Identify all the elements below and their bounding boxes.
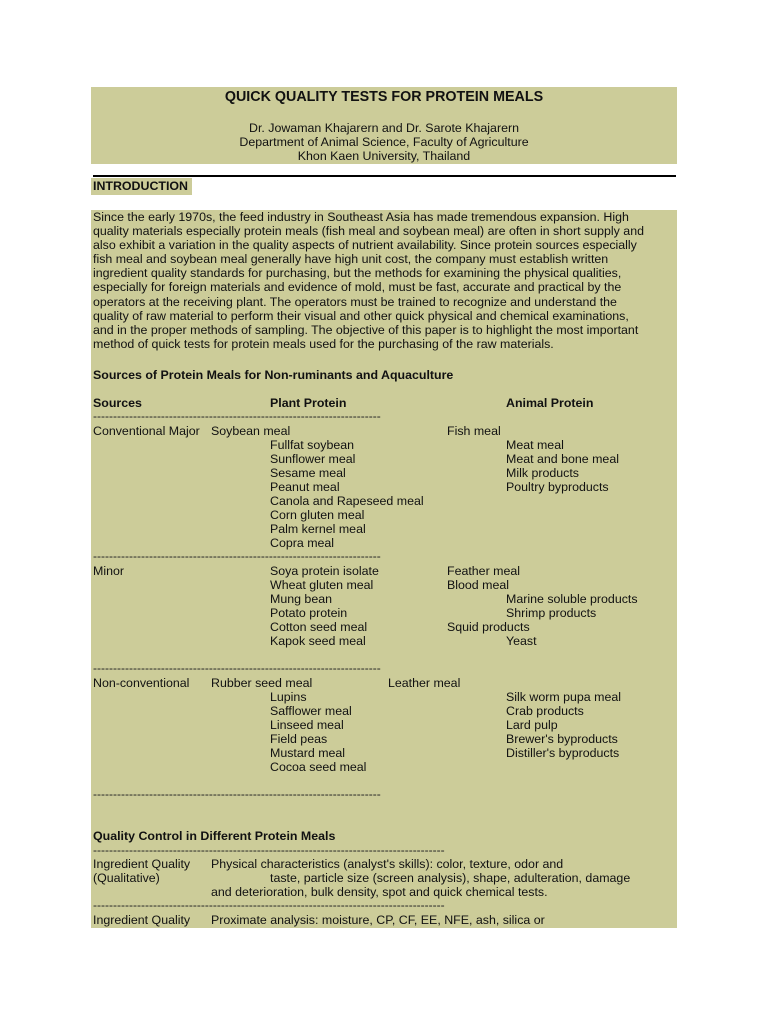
intro-line: quality of raw material to perform their visual and other quick physical and chemical examinations, [93, 308, 629, 323]
qc-label-qualitative-sub: (Qualitative) [93, 871, 160, 885]
plant-item: Wheat gluten meal [270, 578, 374, 592]
intro-line: also exhibit a variation in the quality aspects of nutrient availability. Since protein sources especially [93, 238, 637, 253]
plant-item: Potato protein [270, 606, 348, 620]
animal-item: Poultry byproducts [506, 480, 609, 494]
header-animal-protein: Animal Protein [506, 396, 594, 410]
intro-line: operators at the receiving plant. The operators must be trained to recognize and understand the [93, 294, 617, 309]
plant-item: Fullfat soybean [270, 438, 355, 452]
animal-item: Marine soluble products [506, 592, 638, 606]
intro-line: quality materials especially protein meals (fish meal and soybean meal) are often in short supply and [93, 224, 644, 239]
table-divider: ------------------------------------------------------------------------ [93, 663, 381, 673]
plant-item: Sesame meal [270, 466, 346, 480]
row-label-minor: Minor [93, 564, 124, 578]
animal-item: Crab products [506, 704, 584, 718]
animal-item: Yeast [506, 634, 537, 648]
animal-item: Feather meal [447, 564, 521, 578]
animal-item: Brewer's byproducts [506, 732, 618, 746]
animal-item: Meat meal [506, 438, 564, 452]
plant-item: Mung bean [270, 592, 333, 606]
animal-item: Squid products [447, 620, 530, 634]
intro-line: Since the early 1970s, the feed industry in Southeast Asia has made tremendous expansion. High [93, 210, 629, 224]
sources-title: Sources of Protein Meals for Non-ruminants and Aquaculture [93, 368, 454, 382]
plant-item: Cotton seed meal [270, 620, 368, 634]
qc-divider: ---------------------------------------------------------------------------------------- [93, 900, 445, 910]
qc-text: Physical characteristics (analyst's skills): color, texture, odor and [211, 857, 564, 871]
plant-item: Canola and Rapeseed meal [270, 494, 424, 508]
intro-line: method of quick tests for protein meals used for the purchasing of the raw materials. [93, 336, 554, 351]
animal-item: Distiller's byproducts [506, 746, 620, 760]
table-divider: ------------------------------------------------------------------------ [93, 411, 381, 421]
qc-divider: ---------------------------------------------------------------------------------------- [93, 845, 445, 855]
intro-heading: INTRODUCTION [93, 179, 188, 193]
plant-item: Soya protein isolate [270, 564, 379, 578]
qc-label-quantitative: Ingredient Quality [93, 913, 191, 927]
plant-item: Corn gluten meal [270, 508, 365, 522]
plant-item: Lupins [270, 690, 307, 704]
plant-item: Palm kernel meal [270, 522, 366, 536]
animal-item: Meat and bone meal [506, 452, 619, 466]
plant-item: Safflower meal [270, 704, 352, 718]
header-sources: Sources [93, 396, 142, 410]
university-line: Khon Kaen University, Thailand [297, 149, 471, 163]
intro-paragraph [93, 210, 668, 351]
qc-text: taste, particle size (screen analysis), shape, adulteration, damage [270, 871, 631, 885]
table-divider: ------------------------------------------------------------------------ [93, 789, 381, 799]
page-title: QUICK QUALITY TESTS FOR PROTEIN MEALS [224, 89, 544, 105]
department-line: Department of Animal Science, Faculty of Agriculture [239, 135, 529, 149]
quality-control-title: Quality Control in Different Protein Meals [93, 829, 336, 843]
animal-item: Silk worm pupa meal [506, 690, 622, 704]
animal-item: Lard pulp [506, 718, 558, 732]
animal-item: Blood meal [447, 578, 509, 592]
plant-item: Linseed meal [270, 718, 344, 732]
intro-line: ingredient quality standards for purchasing, but the methods for examining the physical qualities, [93, 266, 622, 281]
intro-line: and in the proper methods of sampling. The objective of this paper is to highlight the most important [93, 322, 639, 337]
author-line: Dr. Jowaman Khajarern and Dr. Sarote Khajarern [249, 121, 519, 135]
plant-item: Cocoa seed meal [270, 760, 367, 774]
animal-item: Leather meal [388, 676, 461, 690]
plant-item: Peanut meal [270, 480, 340, 494]
header-plant-protein: Plant Protein [270, 396, 347, 410]
plant-item: Sunflower meal [270, 452, 356, 466]
qc-text: and deterioration, bulk density, spot and quick chemical tests. [211, 885, 548, 899]
qc-label-qualitative: Ingredient Quality [93, 857, 191, 871]
animal-item: Shrimp products [506, 606, 597, 620]
animal-item: Milk products [506, 466, 579, 480]
qc-text: Proximate analysis: moisture, CP, CF, EE, NFE, ash, silica or [211, 913, 545, 927]
header-divider [93, 175, 676, 177]
plant-item: Soybean meal [211, 424, 291, 438]
intro-line: especially for foreign materials and evidence of mold, must be fast, accurate and practical by the [93, 280, 622, 295]
plant-item: Copra meal [270, 536, 335, 550]
plant-item: Rubber seed meal [211, 676, 313, 690]
intro-line: fish meal and soybean meal generally have high unit cost, the company must establish written [93, 252, 609, 267]
row-label-conventional: Conventional Major [93, 424, 200, 438]
row-label-nonconventional: Non-conventional [93, 676, 190, 690]
plant-item: Mustard meal [270, 746, 346, 760]
table-divider: ------------------------------------------------------------------------ [93, 551, 381, 561]
plant-item: Kapok seed meal [270, 634, 366, 648]
plant-item: Field peas [270, 732, 328, 746]
animal-item: Fish meal [447, 424, 501, 438]
